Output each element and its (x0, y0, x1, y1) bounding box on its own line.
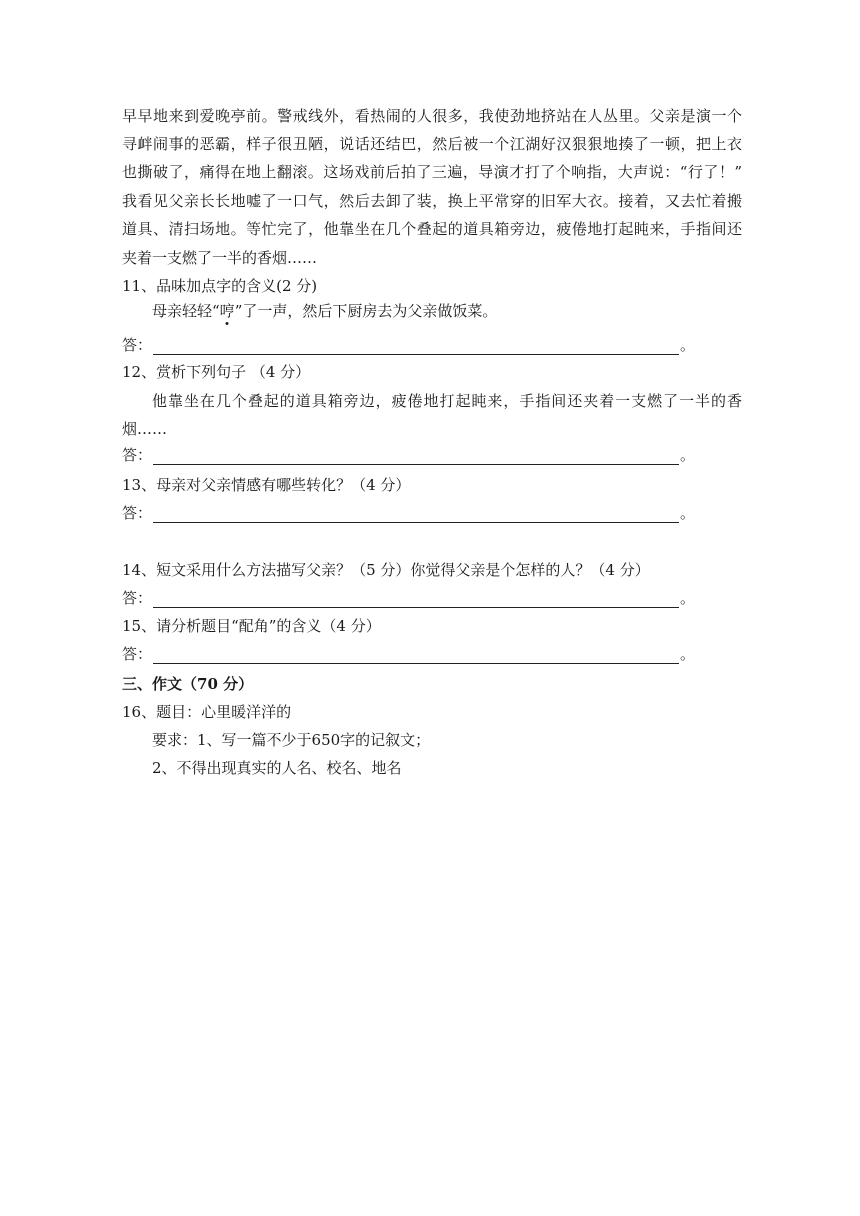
answer-line-15 (122, 644, 742, 664)
sentence-post: ”了一声，然后下厨房去为父亲做饭菜。 (234, 302, 498, 320)
question-11-title: 11、品味加点字的含义(2 分) (122, 277, 318, 295)
answer-end: 。 (680, 446, 696, 464)
question-13-title: 13、母亲对父亲情感有哪些转化？（4 分） (122, 476, 411, 494)
answer-end: 。 (680, 645, 696, 663)
passage-line: 早早地来到爱晚亭前。警戒线外，看热闹的人很多，我使劲地挤站在人丛里。父亲是演一个 (122, 107, 742, 125)
answer-label: 答： (122, 645, 153, 663)
question-12-sentence: 他靠坐在几个叠起的道具箱旁边，疲倦地打起盹来，手指间还夹着一支燃了一半的香 (152, 392, 742, 410)
answer-blank[interactable] (153, 449, 679, 465)
answer-end: 。 (680, 589, 696, 607)
question-16-title: 16、题目：心里暖洋洋的 (122, 703, 292, 721)
passage-line: 也撕破了，痛得在地上翻滚。这场戏前后拍了三遍，导演才打了个响指，大声说：“行了！” (122, 163, 742, 181)
passage-line: 寻衅闹事的恶霸，样子很丑陋，说话还结巴，然后被一个江湖好汉狠狠地揍了一顿，把上衣 (122, 135, 742, 153)
sentence-pre: 母亲轻轻“ (152, 302, 220, 320)
answer-blank[interactable] (153, 648, 679, 664)
question-12-title: 12、赏析下列句子 （4 分） (122, 363, 311, 381)
question-16-requirement-1: 要求：1、写一篇不少于650字的记叙文； (152, 731, 431, 749)
passage-line: 我看见父亲长长地嘘了一口气，然后去卸了装，换上平常穿的旧军大衣。接着，又去忙着搬 (122, 192, 742, 210)
answer-end: 。 (680, 336, 696, 354)
answer-blank[interactable] (153, 592, 679, 608)
answer-end: 。 (680, 504, 696, 522)
answer-line-14 (122, 588, 742, 608)
answer-line-12 (122, 445, 742, 465)
passage-line: 夹着一支燃了一半的香烟…… (122, 249, 318, 267)
answer-label: 答： (122, 446, 153, 464)
question-11-sentence (152, 301, 742, 321)
answer-label: 答： (122, 589, 153, 607)
question-15-title: 15、请分析题目“配角”的含义（4 分） (122, 617, 381, 635)
question-16-requirement-2: 2、不得出现真实的人名、校名、地名 (152, 759, 402, 777)
answer-label: 答： (122, 336, 153, 354)
question-14-title: 14、短文采用什么方法描写父亲？（5 分）你觉得父亲是个怎样的人？（4 分） (122, 561, 650, 579)
section-3-title: 三、作文（70 分） (122, 675, 254, 693)
answer-line-13 (122, 503, 742, 523)
passage-line: 道具、清扫场地。等忙完了，他靠坐在几个叠起的道具箱旁边，疲倦地打起盹来，手指间还 (122, 220, 742, 238)
answer-label: 答： (122, 504, 153, 522)
answer-blank[interactable] (153, 339, 679, 355)
answer-line-11 (122, 335, 742, 355)
answer-blank[interactable] (153, 507, 679, 523)
dotted-char: 哼 (219, 302, 235, 320)
question-12-sentence-cont: 烟…… (122, 420, 168, 438)
